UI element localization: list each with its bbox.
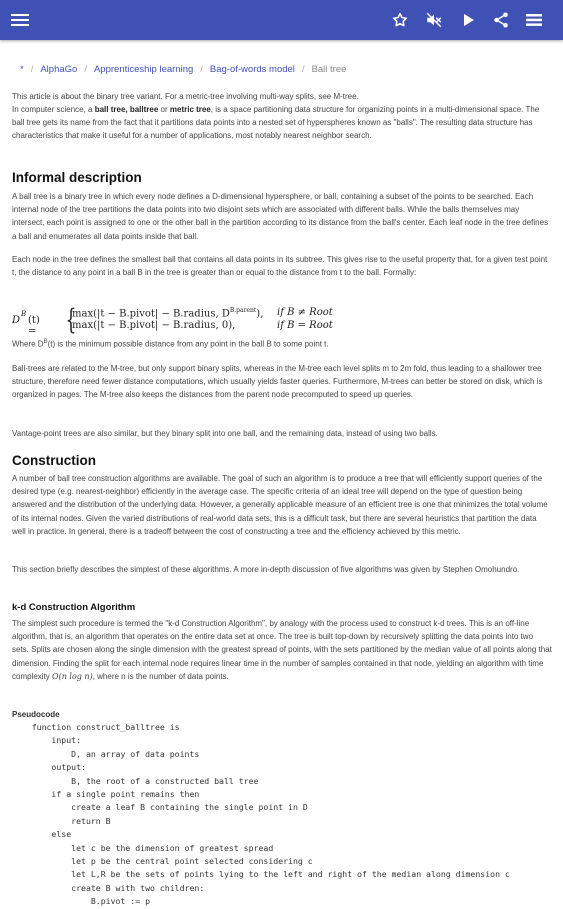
informal-paragraph-1: A ball tree is a binary tree in which every node defines a D-dimensional hypersphere, or ball, containing a subset of the points to be searched. Each internal node of the tree partitions the data points into two disjoint sets which are associated with different balls. While the balls themselves may intersect, each point is assigned to one or the other ball in the partition according to its distance from the ball's center. Each leaf node in the tree defines a ball and enumerates all data points inside that ball. [12, 192, 549, 241]
construction-paragraph-1: A number of ball tree construction algorithms are available. The goal of such an algorithm is to produce a tree that will efficiently support queries of the desired type (e.g. nearest-neighbor) efficiently in the average case. The specific criteria of an ideal tree will depend on the type of question being answered and the distribution of the underlying data. However, a generally applicable measure of an efficient tree is one that minimizes the total volume of its internal nodes. Given the varied distributions of real-world data sets, this is a difficult task, but there are several heuristics that partition the data well in practice. In general, there is a tradeoff between the cost of constructing a tree and the efficiency achieved by this metric. [12, 474, 548, 536]
app-toolbar [0, 0, 563, 40]
intro-paragraph: In computer science, a ball tree, balltree or metric tree, is a space partitioning data structure for organizing points in a multi-dimensional space. The ball tree gets its name from the fact that it partitions data points into a nested set of hyperspheres known as "balls". The resulting data structure has characteristics that make it useful for a number of applications, most notably nearest neighbor search. [12, 105, 540, 141]
view-list-icon[interactable] [522, 8, 546, 32]
breadcrumb-item-bag-of-words[interactable]: Bag-of-words model [209, 64, 295, 75]
kd-paragraph: The simplest such procedure is termed the "k-d Construction Algorithm", by analogy with the process used to construct k-d trees. This is an off-line algorithm, that is, an algorithm that operates on the entire data set at once. The tree is built top-down by recursively splitting the data points into two sets. Splits are chosen along the single dimension with the greatest spread of points, with the sets partitioned by the median value of all points along that dimension. Finding the split for each internal node requires linear time in the number of samples contained in that node, yielding an algorithm with time complexity O(n log n), where n is the number of data points. [12, 619, 552, 681]
heading-construction: Construction [12, 453, 96, 468]
formula-where-line: Where $D^B(t)$ is the minimum possible distance from any point in the ball B to some point t. [12, 339, 329, 349]
star-icon[interactable] [388, 8, 412, 32]
disambiguation-note: This article is about the binary tree variant. For a metric-tree involving multi-way splits, see M-tree. [12, 92, 359, 101]
share-icon[interactable] [489, 8, 513, 32]
heading-pseudocode: Pseudocode [12, 710, 60, 719]
menu-icon[interactable] [8, 8, 32, 32]
breadcrumb: * / AlphaGo / Apprenticeship learning / Bag-of-words model / Ball tree [20, 64, 347, 75]
informal-paragraph-3: Ball-trees are related to the M-tree, but only support binary splits, whereas in the M-tree each level splits m to 2m fold, thus leading to a shallower tree structure, therefore need fewer distance computations, which usually yields faster queries. Furthermore, M-trees can better be stored on disk, which is organized in pages. The M-tree also keeps the distances from the parent node precomputed to speed up queries. [12, 364, 543, 400]
informal-paragraph-2: Each node in the tree defines the smallest ball that contains all data points in its subtree. This gives rise to the useful property that, for a given test point t, the distance to any point in a ball B in the tree is greater than or equal to the distance from t to the ball. Formally: [12, 255, 548, 278]
heading-kd-construction: k-d Construction Algorithm [12, 602, 136, 613]
pseudocode-block: function construct_balltree is input: D, an array of data points output: B, the root of a constructed ball tree if a single point remains then create a leaf B containing the single point in D return B else let c be the dimension of greatest spread let p be the central point selected considering c let L,R be the sets of points lying to the left and right of the median along dimension c create B with two children: B.pivot := p [12, 722, 510, 907]
construction-paragraph-2: This section briefly describes the simplest of these algorithms. A more in-depth discussion of five algorithms was given by Stephen Omohundro. [12, 565, 520, 574]
play-icon[interactable] [456, 8, 480, 32]
breadcrumb-item-apprenticeship[interactable]: Apprenticeship learning [93, 64, 194, 75]
heading-informal-description: Informal description [12, 170, 142, 185]
breadcrumb-item-alphago[interactable]: AlphaGo [40, 64, 78, 75]
volume-off-icon[interactable] [422, 8, 446, 32]
breadcrumb-current: Ball tree [311, 64, 347, 75]
breadcrumb-home[interactable]: * [20, 64, 24, 75]
informal-paragraph-4: Vantage-point trees are also similar, but they binary split into one ball, and the remaining data, instead of using two balls. [12, 429, 438, 438]
article-content: * / AlphaGo / Apprenticeship learning / Bag-of-words model / Ball tree This article is about the binary tree variant. For a metric-tree involving multi-way splits, see M-tree. In computer science, a ball tree, balltree or metric tree, is a space partitioning data structure for organizing points in a multi-dimensional space. The ball tree gets its name from the fact that it partitions data points into a nested set of hyperspheres known as "balls". The resulting data structure has characteristics that make it useful for a number of applications, most notably nearest neighbor search. Informal description A ball tree is a binary tree in which every node defines a D-dimensional hypersphere, or ball, containing a subset of the points to be searched. Each internal node of the tree partitions the data points into two disjoint sets which are associated with different balls. While the balls themselves may intersect, each point is assigned to one or the other ball in the partition according to its distance from the ball's center. Each leaf node in the tree defines a ball and enumerates all data points inside that ball. Each node in the tree defines the smallest ball that contains all data points in its subtree. This gives rise to the useful property that, for a given test point t, the distance to any point in a ball B in the tree is greater than or equal to the distance from t to the ball. Formally: D B (t) = { max(|t − B.pivot| − B.radius, $D^{B.parent}$), if B ≠ Root max(|t − B.pivot| − B.radius, 0), if B = Root Where $D^B(t)$ is the minimum possible distance from any point in the ball B to some point t. Ball-trees are related to the M-tree, but only support binary splits, whereas in the M-tree each level splits m to 2m fold, thus leading to a shallower tree structure, therefore need fewer distance computations, which usually yields faster queries. Furthermore, M-trees can better be stored on disk, which is organized in pages. The M-tree also keeps the distances from the parent node precomputed to speed up queries. Vantage-point trees are also similar, but they binary split into one ball, and the remaining data, instead of using two balls. Construction A number of ball tree construction algorithms are available. The goal of such an algorithm is to produce a tree that will efficiently support queries of the desired type (e.g. nearest-neighbor) efficiently in the average case. The specific criteria of an ideal tree will depend on the type of question being answered and the distribution of the underlying data. However, a generally applicable measure of an efficient tree is one that minimizes the total volume of its internal nodes. Given the varied distributions of real-world data sets, this is a difficult task, but there are several heuristics that partition the data well in practice. In general, there is a tradeoff between the cost of constructing a tree and the efficiency achieved by this metric. This section briefly describes the simplest of these algorithms. A more in-depth discussion of five algorithms was given by Stephen Omohundro. k-d Construction Algorithm The simplest such procedure is termed the "k-d Construction Algorithm", by analogy with the process used to construct k-d trees. This is an off-line algorithm, that is, an algorithm that operates on the entire data set at once. The tree is built top-down by recursively splitting the data points into two sets. Splits are chosen along the single dimension with the greatest spread of points, with the sets partitioned by the median value of all points along that dimension. Finding the split for each internal node requires linear time in the number of samples contained in that node, yielding an algorithm with time complexity O(n log n), where n is the number of data points. Pseudocode function construct_balltree is input: D, an array of data points output: B, the root of a constructed ball tree if a single point remains then create a leaf B containing the single point in D return B else let c be the dimension of greatest spread let p be the central point selected considering c let L,R be the sets of points lying to the left and right of the median along dimension c create B with two children: B.pivot := p [0, 40, 563, 900]
